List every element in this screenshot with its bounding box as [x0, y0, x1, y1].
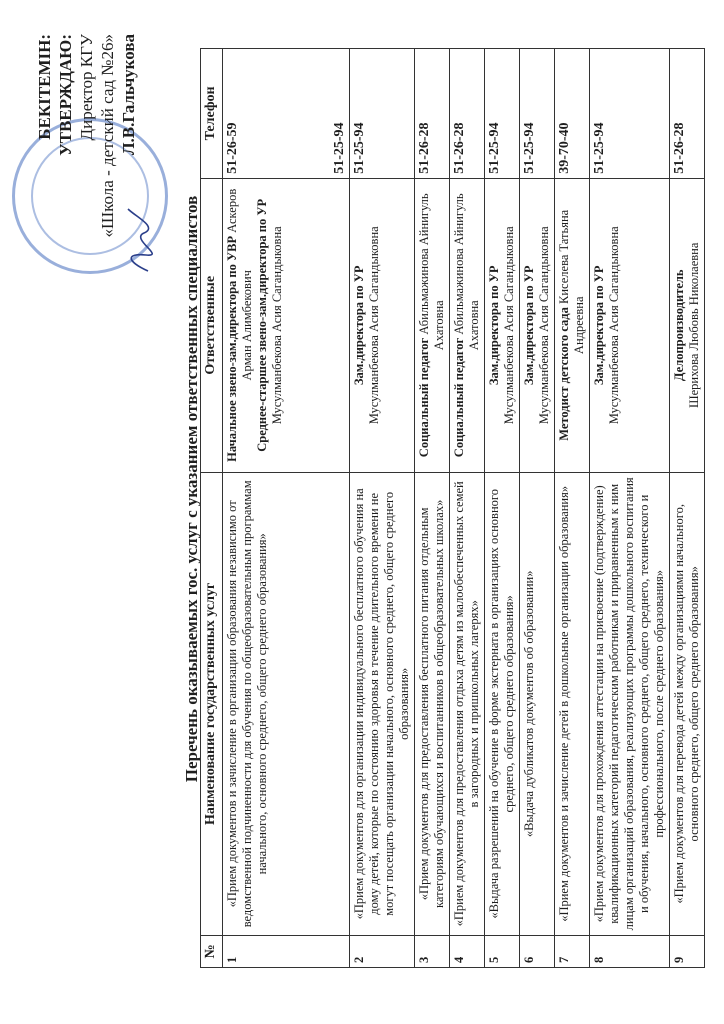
responsible-role: Делопроизводитель [672, 269, 686, 382]
row-number: 2 [350, 935, 415, 967]
responsible-person: Мусулманбекова Асия Сагандыковна [502, 226, 516, 425]
phone-number: 39-70-40 [555, 49, 590, 179]
service-name: «Прием документов для организации индивидуального бесплатного обучения на дому детей, которые по состоянию здоровья в течение длительного времени не могут посещать организации начального, основного среднего, общего среднего образования» [350, 472, 415, 935]
responsible-person: Шерихова Любовь Николаевна [687, 242, 701, 408]
table-row [450, 49, 485, 968]
responsible-cell [520, 178, 555, 472]
page-title: Перечень оказываемых гос. услуг с указанием ответственных специалистов [182, 195, 201, 783]
row-number: 1 [223, 935, 350, 967]
phone-number: 51-26-28 [415, 49, 450, 179]
responsible-person: Аскеров Арман Алимбекович [225, 188, 254, 381]
responsible-cell [590, 178, 670, 472]
approval-org: «Школа - детский сад №26» [98, 34, 117, 238]
responsible-cell [670, 178, 705, 472]
responsible-cell [350, 178, 415, 472]
responsible-person: Абильмажинова Айнигуль Ахатовна [417, 193, 446, 351]
responsible-role: Начальное звено-зам.директора по УВР [225, 235, 239, 462]
service-name: «Выдача разрешений на обучение в форме экстерната в организациях основного среднего, общего среднего образования» [485, 472, 520, 935]
table-row [485, 49, 520, 968]
service-name: «Выдача дубликатов документов об образовании» [520, 472, 555, 935]
services-table [200, 48, 705, 968]
phone-number: 51-26-59 [225, 122, 240, 174]
service-name: «Прием документов для прохождения аттестации на присвоение (подтверждение) квалификационных категорий педагогическим работникам и приравненным к ним лицам организаций образования, реализующих программы дошкольного воспитания и обучения, начального, основного среднего, общего среднего, технического и профессионального, после среднего образования» [590, 472, 670, 935]
responsible-role: Зам.директора по УР [592, 265, 606, 386]
table-row [415, 49, 450, 968]
row-number: 5 [485, 935, 520, 967]
service-name: «Прием документов для перевода детей между организациями начального, основного среднего, общего среднего образования» [670, 472, 705, 935]
row-number: 4 [450, 935, 485, 967]
phone-number: 51-25-94 [332, 122, 347, 174]
responsible-person: Мусулманбекова Асия Сагандыковна [607, 226, 621, 425]
service-name: «Прием документов для предоставления бесплатного питания отдельным категориям обучающихся и воспитанников в общеобразовательных школах» [415, 472, 450, 935]
responsible-cell [223, 178, 350, 472]
responsible-role: Зам.директора по УР [522, 265, 536, 386]
responsible-role: Социальный педагог [417, 337, 431, 458]
row-number: 7 [555, 935, 590, 967]
row-number: 6 [520, 935, 555, 967]
table-row [555, 49, 590, 968]
responsible-cell [555, 178, 590, 472]
phone-number: 51-26-28 [670, 49, 705, 179]
approval-kz: БЕКІТЕМІН: [35, 34, 54, 140]
approval-name: Л.В.Гальчукова [119, 34, 138, 156]
phone-number: 51-26-28 [450, 49, 485, 179]
responsible-cell [450, 178, 485, 472]
approval-ru: УТВЕРЖДАЮ: [56, 34, 75, 156]
phone-number: 51-25-94 [485, 49, 520, 179]
row-number: 8 [590, 935, 670, 967]
header-phone: Телефон [201, 49, 223, 179]
phone-number: 51-25-94 [350, 49, 415, 179]
approval-block [34, 34, 139, 238]
approval-position: Директор КГУ [77, 34, 96, 141]
responsible-role: Зам.директора по УР [487, 265, 501, 386]
header-number: № [201, 935, 223, 967]
responsible-person: Мусулманбекова Асия Сагандыковна [537, 226, 551, 425]
table-row [670, 49, 705, 968]
table-row [590, 49, 670, 968]
header-service: Наименование государственных услуг [201, 472, 223, 935]
responsible-person: Мусулманбекова Асия Сагандыковна [270, 226, 284, 425]
responsible-cell [415, 178, 450, 472]
header-responsible: Ответственные [201, 178, 223, 472]
table-row [350, 49, 415, 968]
table-row [223, 49, 350, 968]
table-row [520, 49, 555, 968]
phone-number: 51-25-94 [590, 49, 670, 179]
phone-number: 51-25-94 [520, 49, 555, 179]
phone-cell [223, 49, 350, 179]
responsible-person: Киселева Татьяна Андреевна [557, 209, 586, 355]
responsible-role: Методист детского сада [557, 307, 571, 441]
responsible-role: Социальный педагог [452, 337, 466, 458]
service-name: «Прием документов для предоставления отдыха детям из малообеспеченных семей в загородных и пришкольных лагерях» [450, 472, 485, 935]
responsible-person: Абильмажинова Айнигуль Ахатовна [452, 193, 481, 351]
service-name: «Прием документов и зачисление в организации образования независимо от ведомственной подчиненности для обучения по общеобразовательным программам начального, основного среднего, общего среднего образования» [223, 472, 350, 935]
service-name: «Прием документов и зачисление детей в дошкольные организации образования» [555, 472, 590, 935]
responsible-cell [485, 178, 520, 472]
responsible-role: Среднее-старшее звено-зам.директора по УР [255, 198, 269, 452]
responsible-role: Зам.директора по УР [352, 265, 366, 386]
responsible-person: Мусулманбекова Асия Сагандыковна [367, 226, 381, 425]
table-header-row [201, 49, 223, 968]
row-number: 9 [670, 935, 705, 967]
row-number: 3 [415, 935, 450, 967]
